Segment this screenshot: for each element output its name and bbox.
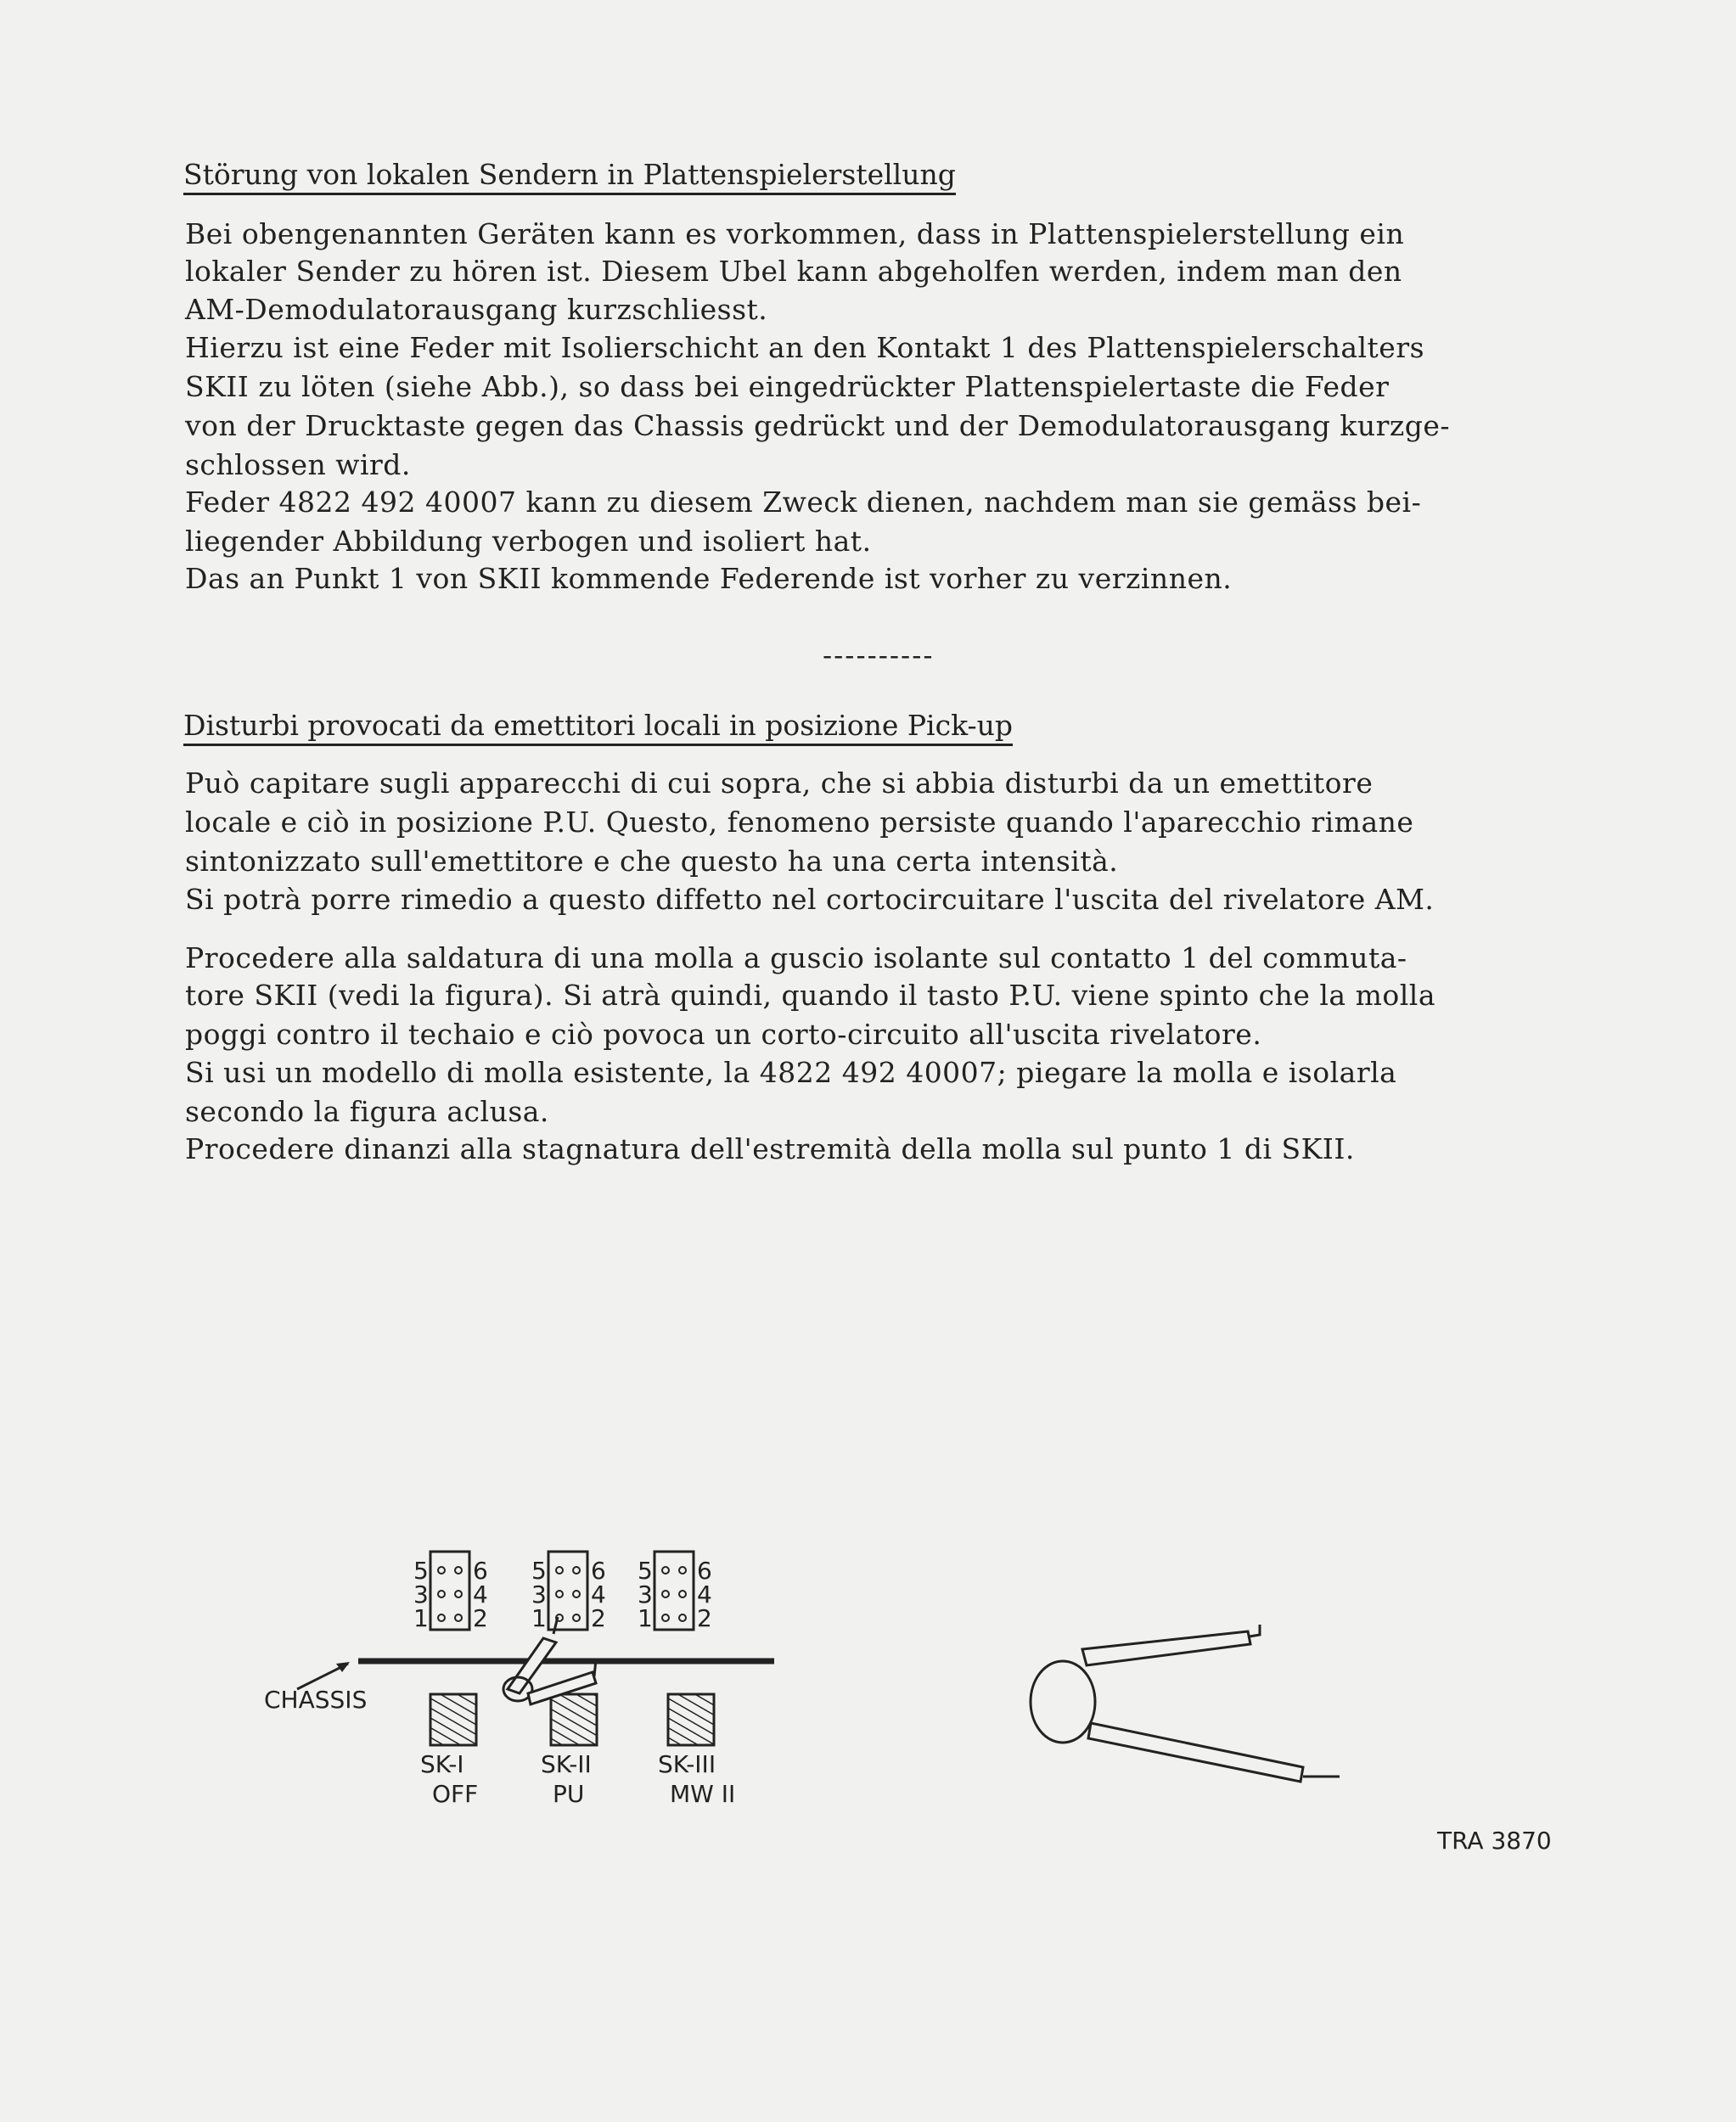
pin-label: 3 (413, 1580, 429, 1608)
contact-pin (679, 1614, 686, 1621)
figure-reference: TRA 3870 (1437, 1827, 1552, 1855)
pin-label: 4 (473, 1580, 488, 1608)
switch-contact-block (430, 1552, 469, 1630)
italian-text-line: Procedere dinanzi alla stagnatura dell'estremità della molla sul punto 1 di SKII. (185, 1132, 1355, 1165)
switch-name: SK-III (658, 1750, 716, 1778)
pin-label: 1 (413, 1604, 429, 1632)
spring-detail (1031, 1625, 1340, 1782)
german-text-line: SKII zu löten (siehe Abb.), so dass bei eingedrückter Plattenspielertaste die Feder (185, 370, 1390, 403)
pin-label: 3 (531, 1580, 547, 1608)
contact-pin (455, 1567, 462, 1574)
switch-contact-block (655, 1552, 694, 1630)
italian-text-line: locale e ciò in posizione P.U. Questo, fenomeno persiste quando l'aparecchio rimane (185, 806, 1414, 839)
italian-text-line: sintonizzato sull'emettitore e che questo ha una certa intensità. (185, 845, 1119, 878)
switch-contact-block (548, 1552, 587, 1630)
switch-state: OFF (432, 1780, 479, 1808)
german-text-line: von der Drucktaste gegen das Chassis gedrückt und der Demodulatorausgang kurzge- (185, 409, 1451, 442)
pin-label: 4 (697, 1580, 712, 1608)
push-button (430, 1694, 476, 1745)
push-button (551, 1694, 597, 1745)
pin-label: 2 (591, 1604, 606, 1632)
switch-state: PU (553, 1780, 585, 1808)
contact-pin (455, 1591, 462, 1597)
pin-label: 5 (531, 1557, 547, 1585)
pin-label: 5 (638, 1557, 653, 1585)
contact-pin (556, 1591, 563, 1597)
switch-name: SK-I (420, 1750, 464, 1778)
italian-text-line: Si usi un modello di molla esistente, la 4822 492 40007; piegare la molla e isolarla (185, 1056, 1397, 1089)
italian-text-line: tore SKII (vedi la figura). Si atrà quindi, quando il tasto P.U. viene spinto che la molla (185, 979, 1436, 1012)
german-heading: Störung von lokalen Sendern in Plattenspielerstellung (183, 158, 956, 195)
pin-label: 5 (413, 1557, 429, 1585)
german-text-line: liegender Abbildung verbogen und isoliert hat. (185, 525, 872, 558)
contact-pin (573, 1591, 580, 1597)
italian-text-line: poggi contro il techaio e ciò povoca un corto-circuito all'uscita rivelatore. (185, 1018, 1262, 1051)
push-button (668, 1694, 714, 1745)
pin-label: 6 (697, 1557, 712, 1585)
pin-label: 2 (697, 1604, 712, 1632)
switch-state: MW II (670, 1780, 736, 1808)
pin-label: 2 (473, 1604, 488, 1632)
section-divider: ---------- (823, 638, 935, 671)
contact-pin (455, 1614, 462, 1621)
contact-pin (662, 1567, 669, 1574)
chassis-label: CHASSIS (264, 1686, 368, 1714)
pin-label: 3 (638, 1580, 653, 1608)
contact-pin (438, 1614, 445, 1621)
italian-text-line: Procedere alla saldatura di una molla a guscio isolante sul contatto 1 del commuta- (185, 941, 1407, 974)
contact-pin (662, 1591, 669, 1597)
contact-pin (573, 1614, 580, 1621)
pin-label: 1 (531, 1604, 547, 1632)
italian-text-line: Può capitare sugli apparecchi di cui sopra, che si abbia disturbi da un emettitore (185, 766, 1374, 800)
contact-pin (573, 1567, 580, 1574)
pin-label: 6 (473, 1557, 488, 1585)
german-text-line: Das an Punkt 1 von SKII kommende Federende ist vorher zu verzinnen. (185, 562, 1233, 595)
contact-pin (679, 1567, 686, 1574)
contact-pin (679, 1591, 686, 1597)
contact-pin (556, 1567, 563, 1574)
contact-pin (662, 1614, 669, 1621)
italian-heading: Disturbi provocati da emettitori locali in posizione Pick-up (183, 709, 1013, 746)
pin-label: 6 (591, 1557, 606, 1585)
german-text-line: schlossen wird. (185, 448, 411, 481)
switch-name: SK-II (541, 1750, 592, 1778)
italian-text-line: Si potrà porre rimedio a questo diffetto nel cortocircuitare l'uscita del rivelatore AM. (185, 883, 1435, 916)
pin-label: 4 (591, 1580, 606, 1608)
pin-label: 1 (638, 1604, 653, 1632)
italian-text-line: secondo la figura aclusa. (185, 1095, 549, 1128)
german-text-line: Hierzu ist eine Feder mit Isolierschicht an den Kontakt 1 des Plattenspielerschalters (185, 331, 1425, 364)
contact-pin (438, 1591, 445, 1597)
german-text-line: AM-Demodulatorausgang kurzschliesst. (185, 293, 768, 326)
contact-pin (438, 1567, 445, 1574)
german-text-line: lokaler Sender zu hören ist. Diesem Ubel kann abgeholfen werden, indem man den (185, 255, 1402, 288)
german-text-line: Feder 4822 492 40007 kann zu diesem Zweck dienen, nachdem man sie gemäss bei- (185, 486, 1422, 519)
german-text-line: Bei obengenannten Geräten kann es vorkommen, dass in Plattenspielerstellung ein (185, 217, 1405, 250)
